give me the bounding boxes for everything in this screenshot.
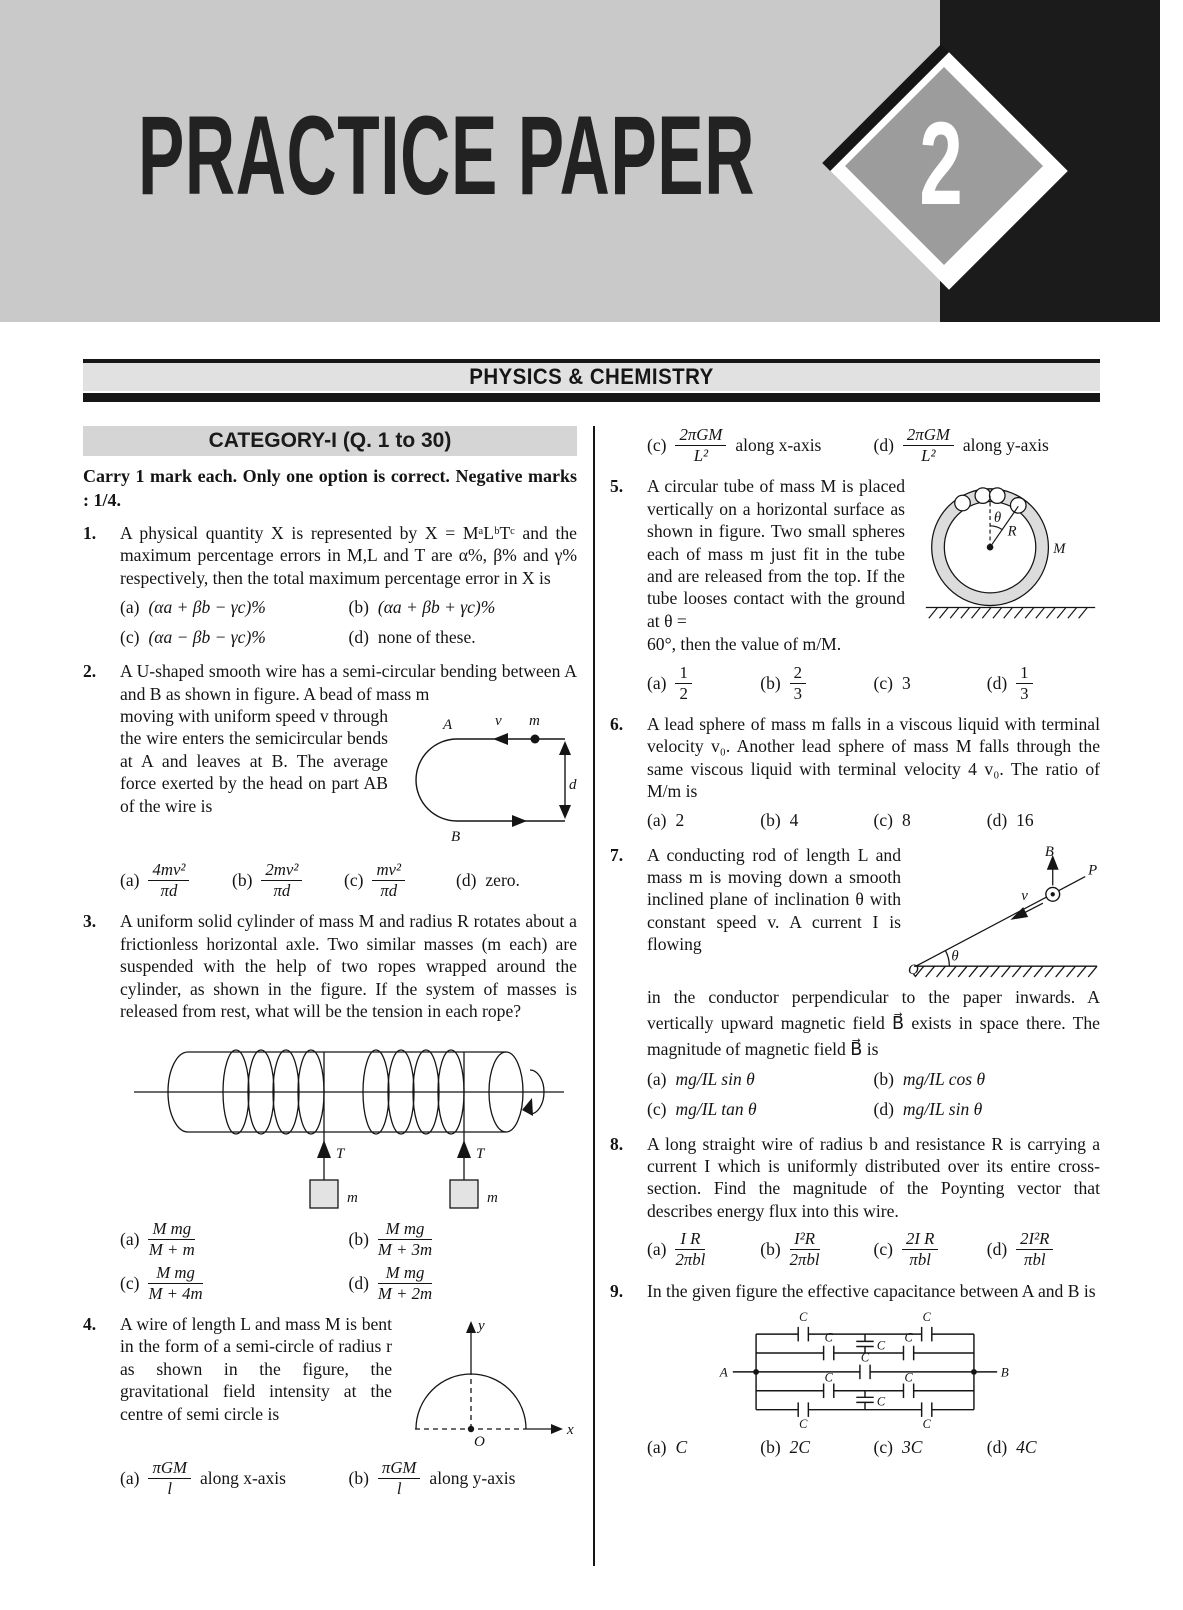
question-4-stem: A wire of length L and mass M is bent in the form of a semi-circle of radius r as shown in the figure, the gravitational field intensity at the centre of semi circle is [120, 1313, 392, 1424]
question-4-number: 4. [83, 1313, 97, 1334]
option-c: (c) 8 [873, 810, 911, 831]
question-5-options [647, 664, 1100, 703]
label-capacitor: C [904, 1330, 913, 1345]
question-2-options [120, 861, 577, 900]
figure-u-shaped-wire [395, 713, 577, 853]
label-velocity: v [1021, 887, 1028, 904]
option-a: (a) $\frac{1}{2}$ [647, 664, 760, 703]
option-c: (c) mg/IL tan θ [647, 1099, 757, 1120]
question-6-number: 6. [610, 713, 624, 734]
question-9 [610, 1280, 1100, 1461]
label-y-axis: y [478, 1317, 485, 1334]
option-a: (a) (αa + βb − γc)% [120, 596, 266, 617]
question-6 [610, 713, 1100, 834]
figure-semicircle-axes [409, 1313, 577, 1451]
question-3-stem: A uniform solid cylinder of mass M and radius R rotates about a frictionless horizontal axle. Two similar masses (m each) are suspended with the help of two ropes wrapped around the cylinder, as shown in the figure. If the system of masses is released from rest, what will be the tension in each rope? [120, 911, 577, 1021]
label-magnetic-field: B⃗ [1044, 843, 1066, 860]
option-a: (a) $\frac{\text{πGM}}{l}$ along x-axis [120, 1457, 286, 1499]
figure-capacitor-network [705, 1308, 1025, 1430]
badge-number: 2 [919, 98, 963, 230]
question-1-number: 1. [83, 523, 97, 543]
option-d: (d) mg/IL sin θ [873, 1099, 983, 1120]
page-content [83, 424, 1100, 1566]
question-3-number: 3. [83, 911, 97, 932]
option-c: (c) $\frac{\text{2I R}}{\text{πbl}}$ [874, 1230, 987, 1269]
question-5-stem-b: 60°, then the value of m/M. [647, 634, 842, 655]
subject-bar-label: PHYSICS & CHEMISTRY [469, 364, 714, 389]
option-d: (d) none of these. [348, 626, 476, 647]
label-P: P [1088, 862, 1098, 879]
question-7-number: 7. [610, 844, 624, 865]
right-column [610, 424, 1100, 1566]
question-2-number: 2. [83, 661, 97, 682]
question-3-options [120, 1220, 577, 1303]
label-capacitor: C [860, 1350, 870, 1365]
label-capacitor: C [824, 1330, 833, 1345]
label-v: v [495, 713, 502, 730]
option-c: (c) 3C [873, 1437, 923, 1458]
question-2 [83, 660, 577, 900]
option-d: (d) $\frac{\text{2I²R}}{\text{πbl}}$ [987, 1230, 1100, 1269]
label-node-A: A [719, 1364, 728, 1380]
option-c: (c) $\frac{\text{M mg}}{M + 4m}$ [120, 1262, 203, 1303]
question-8-number: 8. [610, 1133, 624, 1154]
label-tube-mass: M [1053, 541, 1066, 558]
figure-circular-tube [920, 475, 1100, 633]
question-7-stem-a: A conducting rod of length L and mass m is moving down a smooth inclined plane of inclination θ with constant speed v. A current I is flowing [647, 844, 901, 955]
option-a: (a) $\frac{\text{I R}}{\text{2πbl}}$ [647, 1229, 706, 1270]
label-x-axis: x [567, 1421, 574, 1438]
option-b: (b) 4 [760, 810, 799, 831]
option-d: (d) $\frac{1}{3}$ [987, 664, 1100, 703]
figure-inclined-plane [908, 844, 1100, 984]
label-mass-1: m [347, 1190, 358, 1207]
category-header [83, 426, 577, 456]
option-a: (a) C [647, 1437, 688, 1458]
instructions: Carry 1 mark each. Only one option is correct. Negative marks : 1/4. [83, 466, 577, 510]
label-capacitor: C [922, 1416, 931, 1430]
question-8 [610, 1133, 1100, 1270]
label-capacitor: C [876, 1338, 886, 1353]
question-7-options [647, 1067, 1100, 1123]
question-7 [610, 844, 1100, 1123]
question-1-options [120, 594, 577, 650]
question-8-stem: A long straight wire of radius b and resistance R is carrying a current I which is uniformly distributed over its entire cross-section. Find the magnitude of the Poynting vector that describes energy flux into this wire. [647, 1133, 1100, 1221]
option-c: (c) $\frac{\text{2πGM}}{\text{L²}}$ along x-axis [647, 425, 822, 466]
label-capacitor: C [904, 1370, 913, 1385]
question-6-options [647, 808, 1100, 834]
figure-cylinder-with-ropes [134, 1030, 564, 1215]
question-9-options [647, 1435, 1100, 1461]
question-1-stem: A physical quantity X is represented by X = MᵃLᵇTᶜ and the maximum percentage errors in M,L and T are α%, β% and γ% respectively, then the total maximum percentage error in X is [120, 523, 577, 588]
option-c: (c) $\frac{\text{mv²}}{\pi d}$ [344, 861, 456, 900]
option-b: (b) $\frac{2}{3}$ [760, 664, 873, 703]
label-capacitor: C [824, 1370, 833, 1385]
option-d: (d) 16 [986, 810, 1034, 831]
question-2-stem-a: A U-shaped smooth wire has a semi-circular bending between A and B as shown in figure. A bead of mass m [120, 661, 577, 704]
option-d: (d) $\frac{\text{M mg}}{M + 2m}$ [348, 1262, 433, 1303]
left-column [83, 424, 577, 1566]
label-node-B: B [1000, 1364, 1009, 1380]
option-b: (b) $\frac{\text{πGM}}{l}$ along y-axis [348, 1457, 516, 1499]
question-4-options-continued [610, 424, 1100, 465]
option-a: (a) 2 [647, 810, 685, 831]
question-5-number: 5. [610, 476, 624, 497]
option-b: (b) (αa + βb + γc)% [348, 596, 496, 617]
label-B: B [451, 829, 461, 846]
label-capacitor: C [799, 1309, 808, 1324]
option-b: (b) $\frac{\text{M mg}}{M + 3m}$ [348, 1219, 433, 1260]
option-d: (d) $\frac{\text{2πGM}}{\text{L²}}$ along y-axis [873, 425, 1049, 466]
label-capacitor: C [922, 1309, 931, 1324]
option-d: (d) zero. [456, 870, 520, 891]
question-5-stem-a: A circular tube of mass M is placed vertically on a horizontal surface as shown in figure. Two small spheres each of mass m just fit in the tube and are released from the top. If the tube looses contact with the ground at θ = [647, 476, 905, 631]
category-label: CATEGORY-I (Q. 1 to 30) [208, 429, 452, 452]
label-capacitor: C [799, 1416, 808, 1430]
label-A: A [443, 717, 453, 734]
question-4 [83, 1313, 577, 1498]
column-divider [593, 426, 595, 1566]
option-a: (a) $\frac{\text{4mv²}}{\pi d}$ [120, 861, 232, 900]
question-4-options [120, 1459, 577, 1498]
label-Q: Q [908, 961, 919, 978]
option-a: (a) $\frac{\text{M mg}}{M + m}$ [120, 1219, 195, 1260]
question-1 [83, 522, 577, 650]
option-c: (c) 3 [873, 672, 911, 693]
question-5 [610, 475, 1100, 703]
option-b: (b) mg/IL cos θ [873, 1069, 986, 1090]
question-2-stem-b: moving with uniform speed v through the wire enters the semicircular bends at A and leaves at B. The average force exerted by the head on part AB of the wire is [120, 706, 388, 816]
question-6-stem: A lead sphere of mass m falls in a viscous liquid with terminal velocity v₀. Another lead sphere of mass M falls through the same viscous liquid with terminal velocity 4 v₀. The ratio of M/m is [647, 713, 1100, 802]
label-tension-2: T [476, 1146, 485, 1163]
question-3 [83, 910, 577, 1303]
label-mass-2: m [487, 1190, 498, 1207]
label-theta: θ [951, 947, 959, 964]
label-radius: R [1007, 523, 1017, 540]
option-c: (c) (αa − βb − γc)% [120, 626, 266, 647]
question-9-number: 9. [610, 1280, 624, 1301]
label-m: m [529, 713, 540, 730]
label-d: d [569, 777, 577, 794]
label-theta: θ [993, 510, 1002, 527]
label-origin: O [474, 1433, 485, 1450]
option-a: (a) mg/IL sin θ [647, 1069, 755, 1090]
subject-bar [83, 359, 1100, 402]
option-b: (b) $\frac{\text{I²R}}{\text{2πbl}}$ [760, 1229, 820, 1270]
page-banner [0, 0, 1183, 322]
question-9-stem: In the given figure the effective capacitance between A and B is [647, 1280, 1096, 1301]
page-title: PRACTICE PAPER [138, 93, 755, 218]
option-d: (d) 4C [986, 1437, 1037, 1458]
option-b: (b) $\frac{\text{2mv²}}{\pi d}$ [232, 861, 344, 900]
label-tension-1: T [336, 1146, 345, 1163]
question-7-stem-b: in the conductor perpendicular to the paper inwards. A vertically upward magnetic field B⃗ exists in space there. The magnitude of magnetic field B⃗ is [647, 986, 1100, 1059]
subject-bar-bottom-rule [83, 393, 1100, 402]
label-capacitor: C [876, 1394, 886, 1409]
question-8-options [647, 1230, 1100, 1269]
option-b: (b) 2C [760, 1437, 811, 1458]
